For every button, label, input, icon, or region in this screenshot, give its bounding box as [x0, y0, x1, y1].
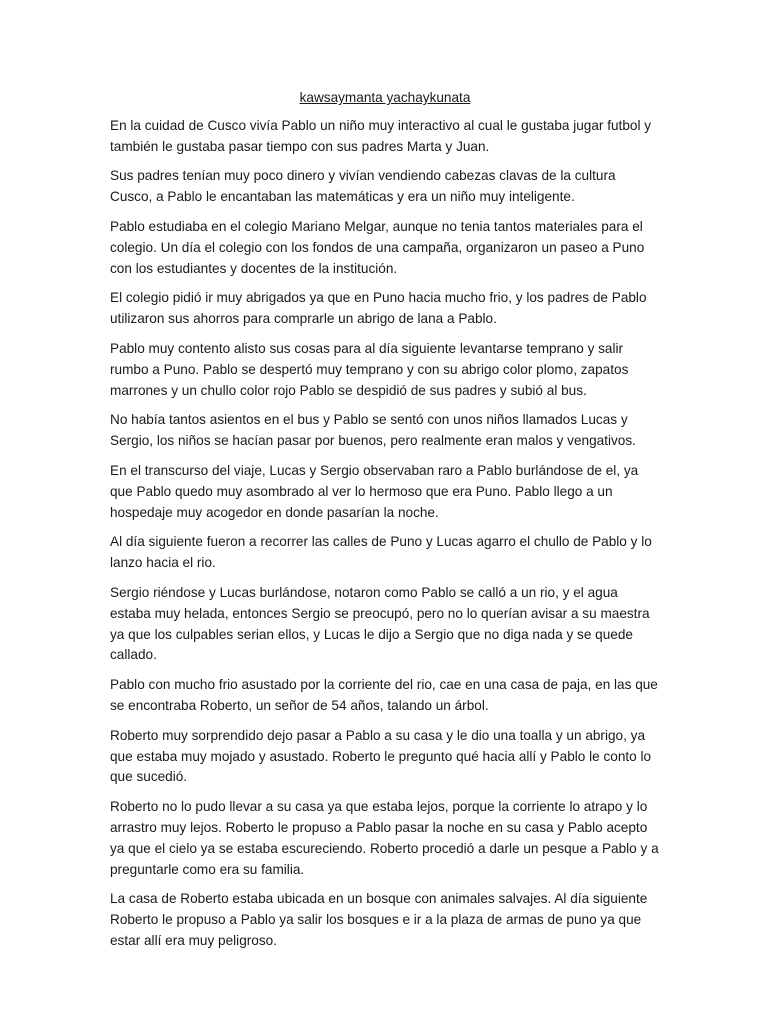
paragraph-10: Pablo con mucho frio asustado por la corriente del rio, cae en una casa de paja, en las que se encontraba Roberto, un señor de 54 años, talando un árbol. — [110, 677, 658, 713]
paragraph-5: Pablo muy contento alisto sus cosas para al día siguiente levantarse temprano y salir rumbo a Puno. Pablo se despertó muy temprano y con su abrigo color plomo, zapatos marrones y un chullo color rojo Pablo se despidió de sus padres y subió al bus. — [110, 340, 629, 398]
document-body — [110, 88, 660, 961]
paragraph-2: Sus padres tenían muy poco dinero y vivían vendiendo cabezas clavas de la cultura Cusco, a Pablo le encantaban las matemáticas y era un niño muy inteligente. — [110, 168, 616, 205]
paragraph-1: En la cuidad de Cusco vivía Pablo un niño muy interactivo al cual le gustaba jugar futbol y también le gustaba pasar tiempo con sus padres Marta y Juan. — [110, 117, 652, 154]
paragraph-11: Roberto muy sorprendido dejo pasar a Pablo a su casa y le dio una toalla y un abrigo, ya que estaba muy mojado y asustado. Roberto le pregunto qué hacia allí y Pablo le conto lo que sucedió. — [110, 727, 652, 785]
paragraph-3: Pablo estudiaba en el colegio Mariano Melgar, aunque no tenia tantos materiales para el colegio. Un día el colegio con los fondos de una campaña, organizaron un paseo a Puno con los estudiantes y docentes de la institución. — [110, 218, 645, 276]
document-title: kawsaymanta yachaykunata — [299, 90, 471, 105]
paragraph-13: La casa de Roberto estaba ubicada en un bosque con animales salvajes. Al día siguiente Roberto le propuso a Pablo ya salir los bosques e ir a la plaza de armas de puno ya que estar allí era muy peligroso. — [110, 891, 648, 948]
paragraph-6: No había tantos asientos en el bus y Pablo se sentó con unos niños llamados Lucas y Sergio, los niños se hacían pasar por buenos, pero realmente eran malos y vengativos. — [110, 412, 636, 449]
paragraph-9: Sergio riéndose y Lucas burlándose, notaron como Pablo se calló a un rio, y el agua estaba muy helada, entonces Sergio se preocupó, pero no lo querían avisar a su maestra ya que los culpables serian ellos, y Lucas le dijo a Sergio que no diga nada y se quede callado. — [110, 584, 650, 663]
paragraph-12: Roberto no lo pudo llevar a su casa ya que estaba lejos, porque la corriente lo atrapo y lo arrastro muy lejos. Roberto le propuso a Pablo pasar la noche en su casa y Pablo acepto ya que el cielo ya se estaba escureciendo. Roberto procedió a darle un pesque a Pablo y a preguntarle como era su familia. — [110, 799, 659, 877]
paragraph-8: Al día siguiente fueron a recorrer las calles de Puno y Lucas agarro el chullo de Pablo y lo lanzo hacia el rio. — [110, 534, 652, 571]
paragraph-7: En el transcurso del viaje, Lucas y Sergio observaban raro a Pablo burlándose de el, ya que Pablo quedo muy asombrado al ver lo hermoso que era Puno. Pablo llego a un hospedaje muy acogedor en donde pasarían la noche. — [110, 462, 639, 520]
paragraph-4: El colegio pidió ir muy abrigados ya que en Puno hacia mucho frio, y los padres de Pablo utilizaron sus ahorros para comprarle un abrigo de lana a Pablo. — [110, 290, 647, 327]
